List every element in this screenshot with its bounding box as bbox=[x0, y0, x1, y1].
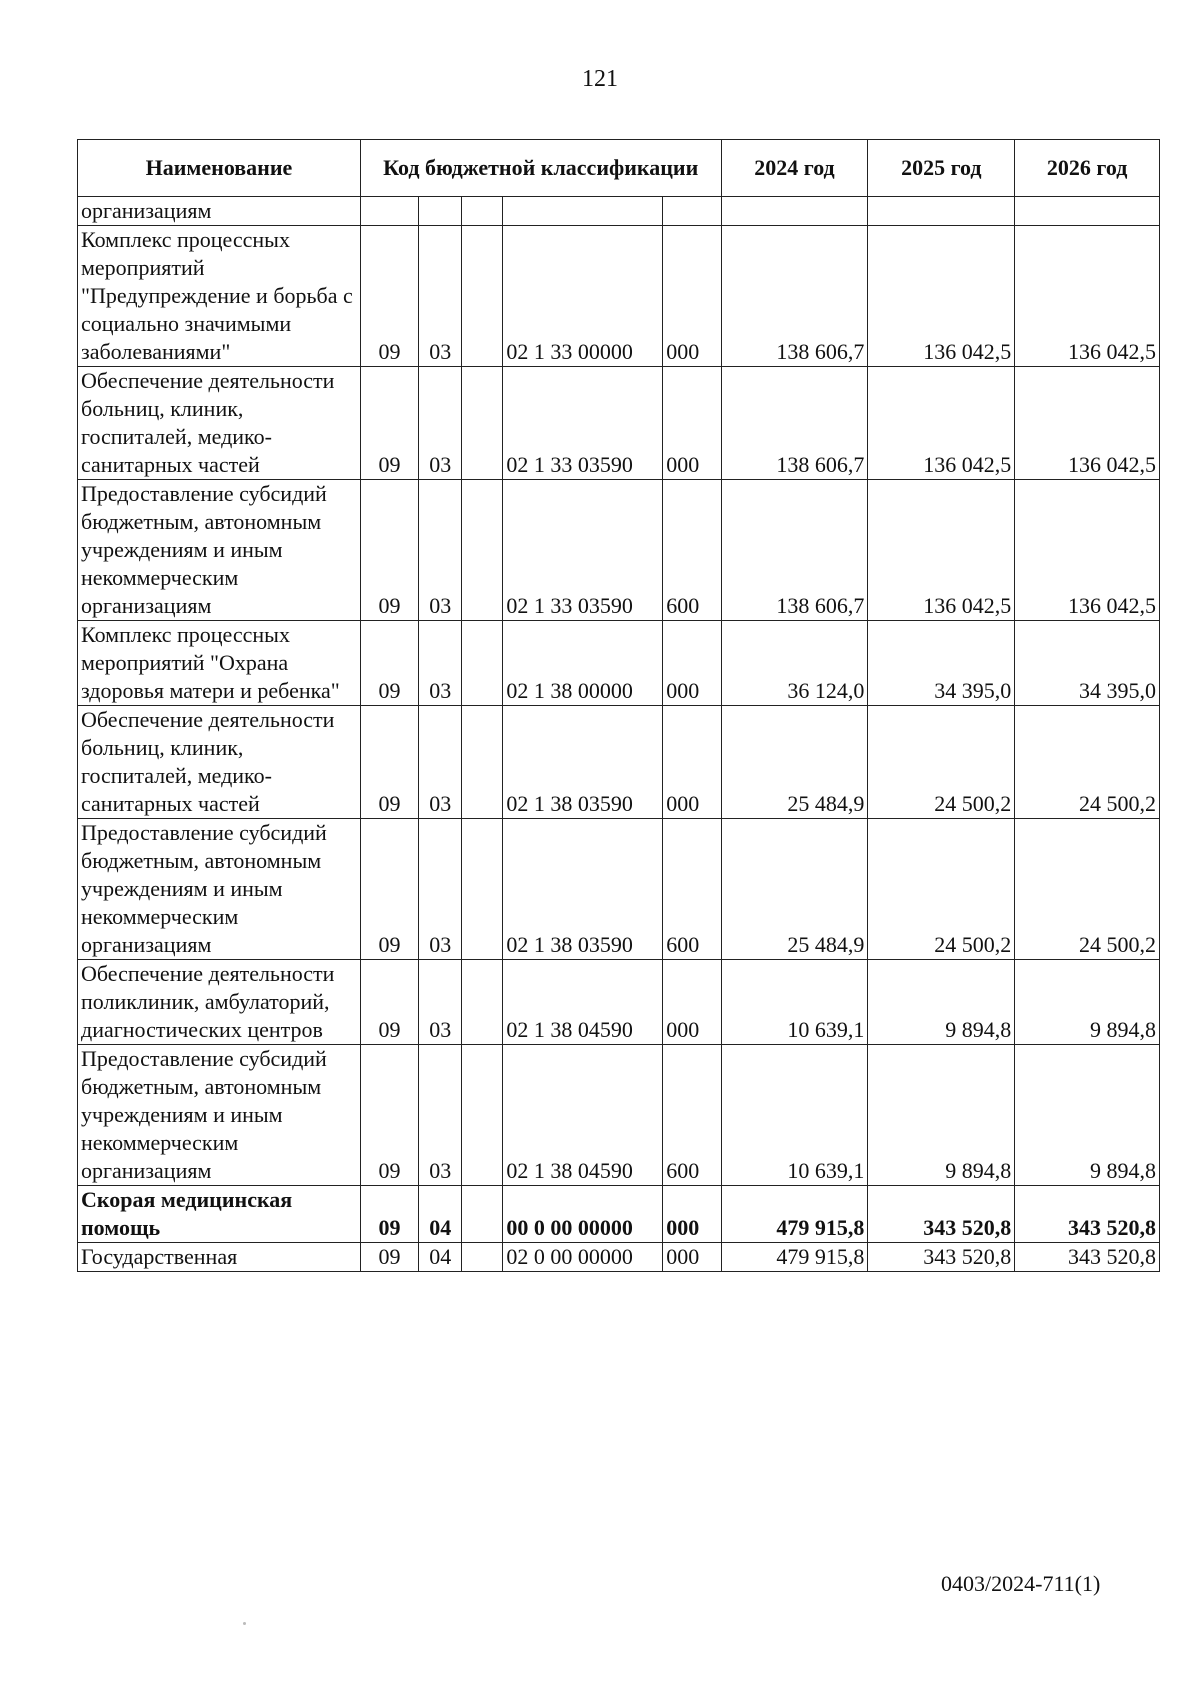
row-amount-2024: 36 124,0 bbox=[721, 621, 868, 706]
table-row bbox=[78, 706, 1160, 819]
row-section-code: 09 bbox=[360, 1045, 418, 1186]
row-section-code: 09 bbox=[360, 960, 418, 1045]
header-code: Код бюджетной классификации bbox=[360, 140, 721, 197]
row-amount-2026: 9 894,8 bbox=[1015, 1045, 1160, 1186]
table-row bbox=[78, 621, 1160, 706]
budget-table bbox=[77, 139, 1160, 1272]
row-amount-2026: 136 042,5 bbox=[1015, 367, 1160, 480]
table-row bbox=[78, 367, 1160, 480]
row-amount-2026: 343 520,8 bbox=[1015, 1243, 1160, 1272]
row-subsection-code: 03 bbox=[419, 226, 462, 367]
row-target-article-code bbox=[503, 197, 663, 226]
row-amount-2026: 24 500,2 bbox=[1015, 706, 1160, 819]
table-header-row bbox=[78, 140, 1160, 197]
row-subsection-code bbox=[419, 197, 462, 226]
row-amount-2024: 10 639,1 bbox=[721, 960, 868, 1045]
row-name: Обеспечение деятельности больниц, клиник, госпиталей, медико-санитарных частей bbox=[78, 706, 361, 819]
row-section-code bbox=[360, 197, 418, 226]
row-spacer-cell bbox=[462, 960, 503, 1045]
scan-speck bbox=[243, 1622, 246, 1625]
table-row bbox=[78, 226, 1160, 367]
row-subsection-code: 03 bbox=[419, 706, 462, 819]
row-amount-2024: 25 484,9 bbox=[721, 819, 868, 960]
row-subsection-code: 03 bbox=[419, 1045, 462, 1186]
row-amount-2025: 136 042,5 bbox=[868, 480, 1015, 621]
row-subsection-code: 03 bbox=[419, 960, 462, 1045]
row-amount-2025: 24 500,2 bbox=[868, 819, 1015, 960]
row-section-code: 09 bbox=[360, 819, 418, 960]
table-row bbox=[78, 1243, 1160, 1272]
row-amount-2024: 138 606,7 bbox=[721, 480, 868, 621]
row-name: Предоставление субсидий бюджетным, автономным учреждениям и иным некоммерческим организациям bbox=[78, 1045, 361, 1186]
table-row bbox=[78, 1045, 1160, 1186]
row-subsection-code: 03 bbox=[419, 480, 462, 621]
row-target-article-code: 02 1 38 04590 bbox=[503, 1045, 663, 1186]
row-amount-2026: 9 894,8 bbox=[1015, 960, 1160, 1045]
row-expense-type-code: 000 bbox=[663, 960, 721, 1045]
row-amount-2024: 138 606,7 bbox=[721, 367, 868, 480]
table-row bbox=[78, 197, 1160, 226]
row-amount-2026: 136 042,5 bbox=[1015, 480, 1160, 621]
row-name: Скорая медицинская помощь bbox=[78, 1186, 361, 1243]
row-name: Комплекс процессных мероприятий "Охрана здоровья матери и ребенка" bbox=[78, 621, 361, 706]
row-section-code: 09 bbox=[360, 226, 418, 367]
row-expense-type-code: 000 bbox=[663, 367, 721, 480]
row-expense-type-code: 000 bbox=[663, 1243, 721, 1272]
table-row bbox=[78, 960, 1160, 1045]
row-amount-2025: 343 520,8 bbox=[868, 1186, 1015, 1243]
row-section-code: 09 bbox=[360, 1186, 418, 1243]
row-amount-2025: 9 894,8 bbox=[868, 960, 1015, 1045]
row-spacer-cell bbox=[462, 480, 503, 621]
row-spacer-cell bbox=[462, 621, 503, 706]
row-expense-type-code: 000 bbox=[663, 621, 721, 706]
row-spacer-cell bbox=[462, 367, 503, 480]
row-amount-2024: 479 915,8 bbox=[721, 1243, 868, 1272]
row-name: Обеспечение деятельности больниц, клиник, госпиталей, медико-санитарных частей bbox=[78, 367, 361, 480]
row-name: Предоставление субсидий бюджетным, автономным учреждениям и иным некоммерческим организациям bbox=[78, 819, 361, 960]
row-target-article-code: 02 1 38 03590 bbox=[503, 819, 663, 960]
row-spacer-cell bbox=[462, 226, 503, 367]
row-amount-2024: 10 639,1 bbox=[721, 1045, 868, 1186]
row-amount-2024: 479 915,8 bbox=[721, 1186, 868, 1243]
table-row bbox=[78, 1186, 1160, 1243]
header-2024: 2024 год bbox=[721, 140, 868, 197]
row-amount-2025: 343 520,8 bbox=[868, 1243, 1015, 1272]
row-name: Государственная bbox=[78, 1243, 361, 1272]
header-name: Наименование bbox=[78, 140, 361, 197]
row-amount-2025: 136 042,5 bbox=[868, 367, 1015, 480]
row-spacer-cell bbox=[462, 197, 503, 226]
document-code: 0403/2024-711(1) bbox=[941, 1571, 1101, 1596]
row-amount-2024 bbox=[721, 197, 868, 226]
row-name: организациям bbox=[78, 197, 361, 226]
table-body bbox=[78, 197, 1160, 1272]
row-spacer-cell bbox=[462, 1243, 503, 1272]
row-target-article-code: 02 1 38 03590 bbox=[503, 706, 663, 819]
row-amount-2025: 136 042,5 bbox=[868, 226, 1015, 367]
row-amount-2024: 138 606,7 bbox=[721, 226, 868, 367]
row-subsection-code: 03 bbox=[419, 367, 462, 480]
row-amount-2024: 25 484,9 bbox=[721, 706, 868, 819]
row-name: Предоставление субсидий бюджетным, автономным учреждениям и иным некоммерческим организациям bbox=[78, 480, 361, 621]
row-expense-type-code: 000 bbox=[663, 1186, 721, 1243]
row-section-code: 09 bbox=[360, 480, 418, 621]
row-name: Обеспечение деятельности поликлиник, амбулаторий, диагностических центров bbox=[78, 960, 361, 1045]
row-expense-type-code bbox=[663, 197, 721, 226]
row-amount-2025: 9 894,8 bbox=[868, 1045, 1015, 1186]
page-number: 121 bbox=[582, 66, 618, 92]
row-section-code: 09 bbox=[360, 367, 418, 480]
row-expense-type-code: 600 bbox=[663, 480, 721, 621]
row-target-article-code: 02 1 33 03590 bbox=[503, 367, 663, 480]
header-2025: 2025 год bbox=[868, 140, 1015, 197]
row-spacer-cell bbox=[462, 1186, 503, 1243]
header-2026: 2026 год bbox=[1015, 140, 1160, 197]
row-expense-type-code: 600 bbox=[663, 1045, 721, 1186]
row-section-code: 09 bbox=[360, 621, 418, 706]
row-target-article-code: 00 0 00 00000 bbox=[503, 1186, 663, 1243]
row-amount-2025: 24 500,2 bbox=[868, 706, 1015, 819]
row-spacer-cell bbox=[462, 706, 503, 819]
row-spacer-cell bbox=[462, 819, 503, 960]
row-name: Комплекс процессных мероприятий "Предупреждение и борьба с социально значимыми заболеваниями" bbox=[78, 226, 361, 367]
row-target-article-code: 02 1 38 00000 bbox=[503, 621, 663, 706]
row-section-code: 09 bbox=[360, 1243, 418, 1272]
row-amount-2026: 24 500,2 bbox=[1015, 819, 1160, 960]
row-amount-2026: 34 395,0 bbox=[1015, 621, 1160, 706]
row-amount-2025: 34 395,0 bbox=[868, 621, 1015, 706]
table-row bbox=[78, 480, 1160, 621]
row-subsection-code: 03 bbox=[419, 819, 462, 960]
row-expense-type-code: 000 bbox=[663, 226, 721, 367]
row-amount-2026 bbox=[1015, 197, 1160, 226]
row-amount-2026: 343 520,8 bbox=[1015, 1186, 1160, 1243]
row-target-article-code: 02 1 33 03590 bbox=[503, 480, 663, 621]
row-subsection-code: 04 bbox=[419, 1243, 462, 1272]
row-target-article-code: 02 1 33 00000 bbox=[503, 226, 663, 367]
row-section-code: 09 bbox=[360, 706, 418, 819]
row-amount-2025 bbox=[868, 197, 1015, 226]
row-expense-type-code: 600 bbox=[663, 819, 721, 960]
row-subsection-code: 04 bbox=[419, 1186, 462, 1243]
row-spacer-cell bbox=[462, 1045, 503, 1186]
row-target-article-code: 02 0 00 00000 bbox=[503, 1243, 663, 1272]
row-expense-type-code: 000 bbox=[663, 706, 721, 819]
row-target-article-code: 02 1 38 04590 bbox=[503, 960, 663, 1045]
row-amount-2026: 136 042,5 bbox=[1015, 226, 1160, 367]
row-subsection-code: 03 bbox=[419, 621, 462, 706]
table-row bbox=[78, 819, 1160, 960]
